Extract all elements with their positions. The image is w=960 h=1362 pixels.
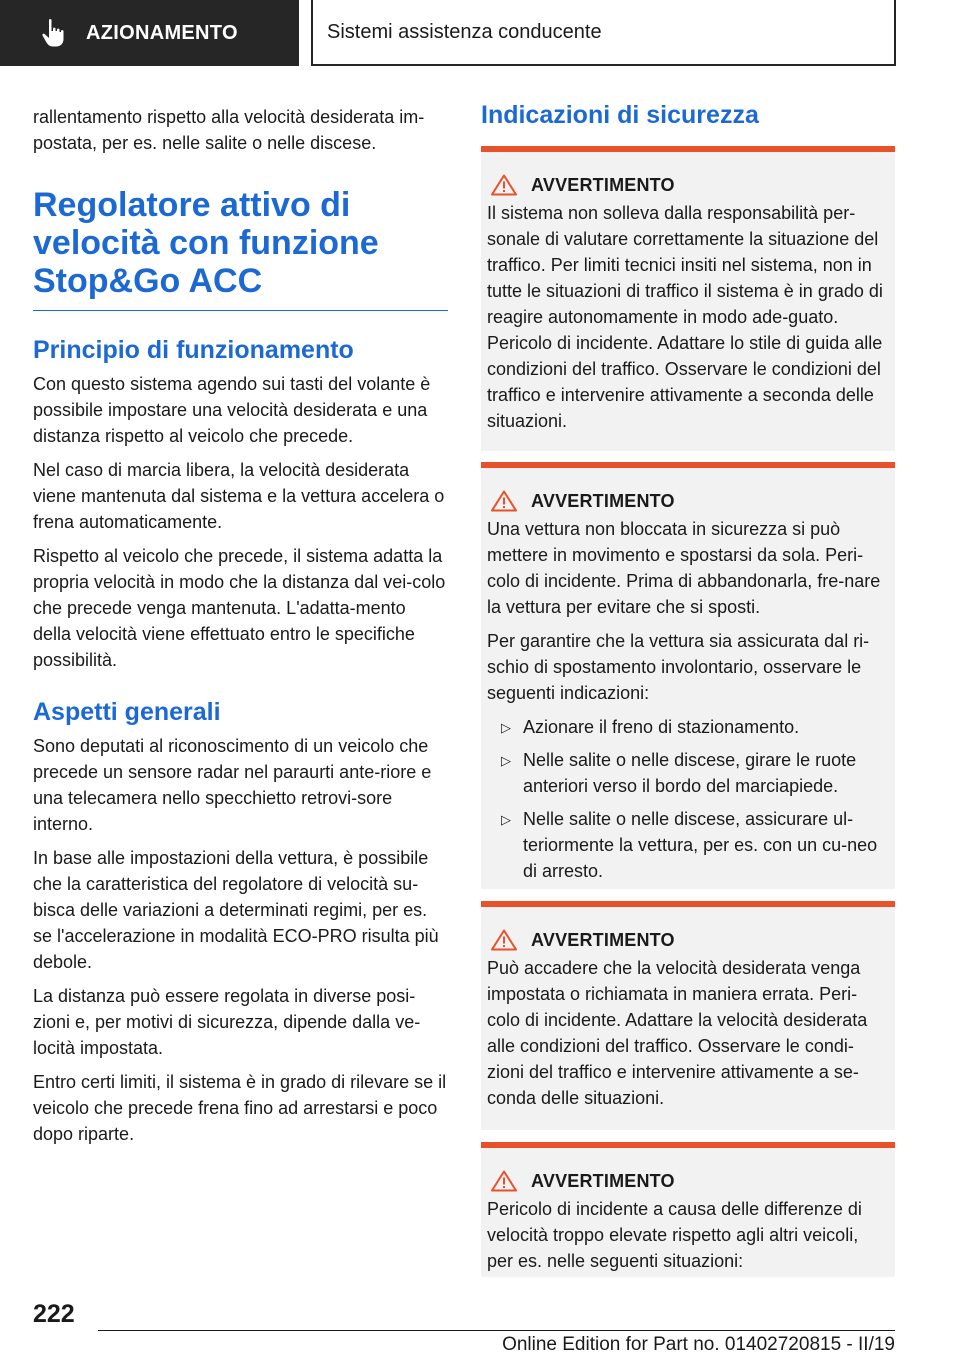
section-tab (0, 0, 299, 66)
general-paragraph: In base alle impostazioni della vettura, è possibile che la caratteristica del regolatore di velocità su-bisca delle variazioni a determinati regimi, per es. se l'accelerazione in modalità ECO-PRO risulta più debole. (33, 848, 439, 972)
warning-text: Una vettura non bloccata in sicurezza si può mettere in movimento e spostarsi da sola. Peri-colo di incidente. Prima di abbandonarla, fre-nare la vettura per evitare che si sposti. (487, 519, 881, 617)
bullet-triangle-icon: ▷ (501, 720, 511, 735)
bullet-triangle-icon: ▷ (501, 812, 511, 827)
warning-triangle-icon (491, 929, 517, 951)
warning-triangle-icon (491, 174, 517, 196)
warning-header (487, 1170, 888, 1192)
warning-label: AVVERTIMENTO (531, 174, 675, 195)
hand-pointer-icon (36, 16, 70, 50)
general-paragraph: Sono deputati al riconoscimento di un veicolo che precede un sensore radar nel paraurti ante-riore e una telecamera nello specchietto retrovi-sore interno. (33, 736, 432, 834)
warning-label: AVVERTIMENTO (531, 1170, 675, 1191)
section-title: AZIONAMENTO (86, 21, 238, 44)
list-item-text: Nelle salite o nelle discese, assicurare ul-teriormente la vettura, per es. con un cu-neo di arresto. (523, 809, 878, 881)
warning-list (487, 714, 888, 884)
warning-header (487, 490, 888, 512)
warning-box (481, 462, 895, 889)
general-paragraph: La distanza può essere regolata in diverse posi-zioni e, per motivi di sicurezza, dipende dalla ve-locità impostata. (33, 986, 421, 1058)
warning-box (481, 146, 895, 451)
list-item (487, 714, 888, 740)
footer-divider (98, 1330, 895, 1331)
list-item (487, 747, 888, 799)
warning-label: AVVERTIMENTO (531, 929, 675, 950)
safety-heading: Indicazioni di sicurezza (481, 101, 759, 129)
warning-text: Pericolo di incidente a causa delle differenze di velocità troppo elevate rispetto agli altri veicoli, per es. nelle seguenti situazioni: (487, 1199, 862, 1271)
warning-text: Può accadere che la velocità desiderata venga impostata o richiamata in maniera errata. Peri-colo di incidente. Adattare la velocità desiderata alle condizioni del traffico. Osservare le condi-zioni del traffico e intervenire attivamente a se-conda delle situazioni. (487, 958, 868, 1108)
edition-note: Online Edition for Part no. 01402720815 - II/19 (502, 1334, 895, 1355)
warning-triangle-icon (491, 1170, 517, 1192)
chapter-title: Sistemi assistenza conducente (327, 20, 602, 43)
page-number: 222 (33, 1300, 75, 1328)
general-paragraph: Entro certi limiti, il sistema è in grado di rilevare se il veicolo che precede frena fino ad arrestarsi e poco dopo riparte. (33, 1072, 447, 1144)
warning-header (487, 174, 888, 196)
list-item-text: Nelle salite o nelle discese, girare le ruote anteriori verso il bordo del marciapiede. (523, 750, 857, 796)
warning-text: Per garantire che la vettura sia assicurata dal ri-schio di spostamento involontario, osservare le seguenti indicazioni: (487, 631, 870, 703)
general-heading: Aspetti generali (33, 698, 221, 726)
principle-paragraph: Rispetto al veicolo che precede, il sistema adatta la propria velocità in modo che la distanza dal vei-colo che precede venga mantenuta. L'adatta-mento della velocità viene effettuato entro le specifiche possibilità. (33, 546, 446, 670)
page-title: Regolatore attivo di velocità con funzione Stop&Go ACC (33, 186, 448, 311)
warning-label: AVVERTIMENTO (531, 490, 675, 511)
intro-paragraph: rallentamento rispetto alla velocità desiderata im-postata, per es. nelle salite o nelle discese. (33, 107, 425, 153)
warning-text: Il sistema non solleva dalla responsabilità per-sonale di valutare correttamente la situazione del traffico. Per limiti tecnici insiti nel sistema, non in tutte le situazioni di traffico il sistema è in grado di reagire autonomamente in modo ade-guato. Pericolo di incidente. Adattare lo stile di guida alle condizioni del traffico. Osservare le condizioni del traffico e intervenire attivamente a seconda delle situazioni. (487, 203, 883, 431)
bullet-triangle-icon: ▷ (501, 753, 511, 768)
right-column (481, 100, 895, 136)
warning-triangle-icon (491, 490, 517, 512)
list-item-text: Azionare il freno di stazionamento. (523, 717, 800, 737)
left-column (33, 104, 448, 1155)
warning-box (481, 1142, 895, 1277)
list-item (487, 806, 888, 884)
principle-paragraph: Nel caso di marcia libera, la velocità desiderata viene mantenuta dal sistema e la vettura accelera o frena automaticamente. (33, 460, 445, 532)
principle-heading: Principio di funzionamento (33, 336, 354, 364)
principle-paragraph: Con questo sistema agendo sui tasti del volante è possibile impostare una velocità desiderata e una distanza rispetto al veicolo che precede. (33, 374, 431, 446)
chapter-header (311, 0, 896, 66)
warning-header (487, 929, 888, 951)
warning-box (481, 901, 895, 1130)
